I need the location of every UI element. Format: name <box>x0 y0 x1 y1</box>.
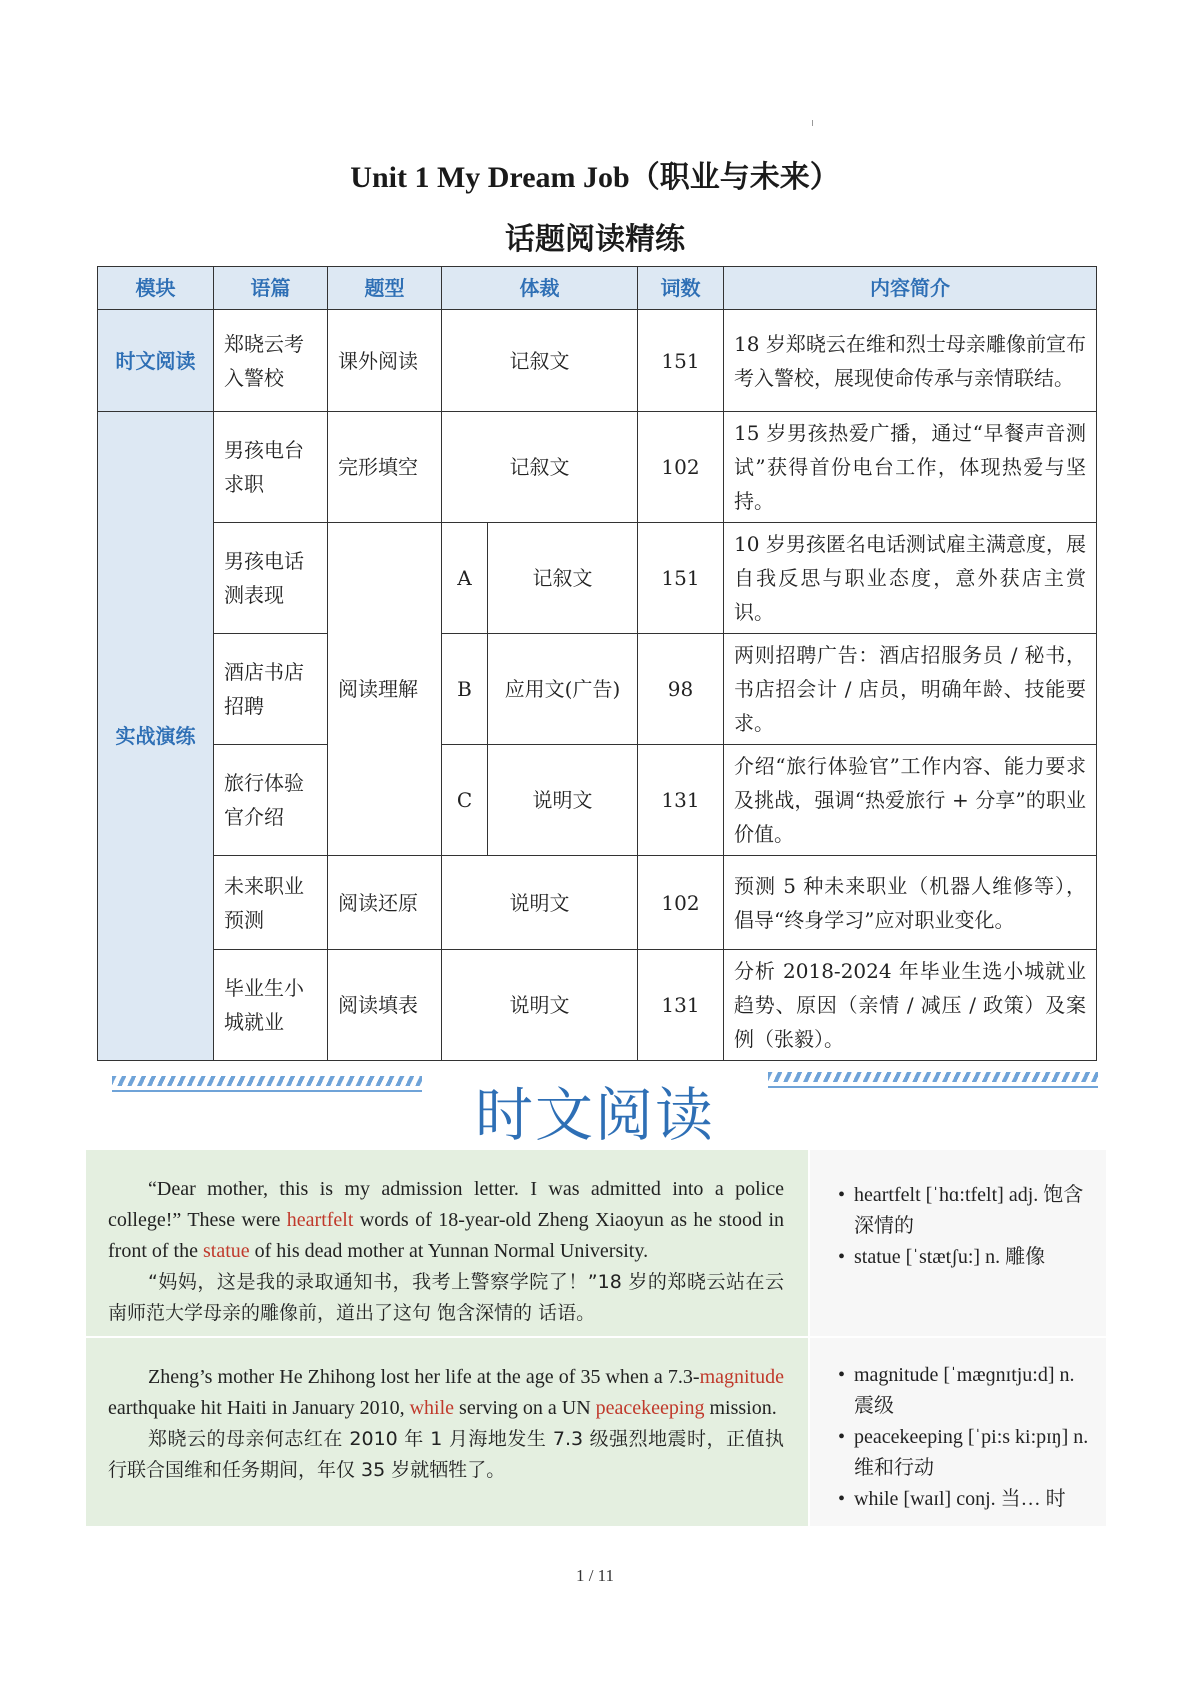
genre-cell: 记叙文 <box>442 310 638 412</box>
words-cell: 131 <box>638 950 724 1061</box>
highlight-word: statue <box>202 1240 250 1262</box>
desc-cell: 预测 5 种未来职业（机器人维修等），倡导“终身学习”应对职业变化。 <box>724 856 1097 950</box>
type-cell: 阅读还原 <box>328 856 442 950</box>
desc-cell: 分析 2018-2024 年毕业生选小城就业趋势、原因（亲情 / 减压 / 政策）及案例（张毅）。 <box>724 950 1097 1061</box>
vocab-panel <box>810 1150 1106 1336</box>
header-genre: 体裁 <box>442 267 638 310</box>
highlight-word: while <box>409 1397 455 1419</box>
words-cell: 151 <box>638 523 724 634</box>
table-row <box>98 310 1097 412</box>
header-module: 模块 <box>98 267 214 310</box>
passage-block <box>86 1338 1106 1526</box>
text-cell: 酒店书店招聘 <box>214 634 328 745</box>
genre-cell: 记叙文 <box>488 523 638 634</box>
text-cell: 郑晓云考入警校 <box>214 310 328 412</box>
page-subtitle: 话题阅读精练 <box>505 222 685 257</box>
words-cell: 102 <box>638 856 724 950</box>
table-header-row <box>98 267 1097 310</box>
genre-cell: 说明文 <box>442 856 638 950</box>
desc-cell: 介绍“旅行体验官”工作内容、能力要求及挑战，强调“热爱旅行 + 分享”的职业价值。 <box>724 745 1097 856</box>
vocab-item: • heartfelt [ˈhɑ:tfelt] adj. 饱含深情的 <box>838 1180 1096 1242</box>
highlight-word: heartfelt <box>286 1209 354 1231</box>
vocab-item: • peacekeeping [ˈpi:s ki:pɪŋ] n. 维和行动 <box>838 1422 1096 1484</box>
table-row <box>98 950 1097 1061</box>
header-desc: 内容简介 <box>724 267 1097 310</box>
words-cell: 98 <box>638 634 724 745</box>
vocab-item: • magnitude [ˈmæɡnɪtju:d] n. 震级 <box>838 1360 1096 1422</box>
highlight-word: magnitude <box>699 1366 784 1388</box>
type-cell: 完形填空 <box>328 412 442 523</box>
module-cell: 实战演练 <box>98 412 214 1061</box>
table-row <box>98 856 1097 950</box>
words-cell: 131 <box>638 745 724 856</box>
type-cell: 阅读理解 <box>328 523 442 856</box>
text-cell: 旅行体验官介绍 <box>214 745 328 856</box>
genre-cell: 说明文 <box>488 745 638 856</box>
desc-cell: 15 岁男孩热爱广播，通过“早餐声音测试”获得首份电台工作，体现热爱与坚持。 <box>724 412 1097 523</box>
page-number: 1 / 11 <box>575 1566 615 1585</box>
desc-cell: 两则招聘广告：酒店招服务员 / 秘书，书店招会计 / 店员，明确年龄、技能要求。 <box>724 634 1097 745</box>
section-banner: 时文阅读 <box>474 1081 715 1149</box>
passage-english: Zheng’s mother He Zhihong lost her life at the age of 35 when a 7.3-magnitude earthquake hit Haiti in January 2010, while serving on a UN peacekeeping mission. <box>108 1366 784 1419</box>
genre-cell: 说明文 <box>442 950 638 1061</box>
module-cell: 时文阅读 <box>98 310 214 412</box>
page-title: Unit 1 My Dream Job（职业与未来） <box>350 161 840 194</box>
part-cell: B <box>442 634 488 745</box>
part-cell: A <box>442 523 488 634</box>
genre-cell: 记叙文 <box>442 412 638 523</box>
table-row <box>98 745 1097 856</box>
passage-text <box>86 1150 808 1336</box>
passage-text <box>86 1338 808 1526</box>
highlight-word: peacekeeping <box>595 1397 705 1419</box>
words-cell: 151 <box>638 310 724 412</box>
table-row <box>98 523 1097 634</box>
passage-chinese: “妈妈，这是我的录取通知书，我考上警察学院了！”18 岁的郑晓云站在云南师范大学母亲的雕像前，道出了这句 饱含深情的 话语。 <box>108 1271 784 1324</box>
part-cell: C <box>442 745 488 856</box>
desc-cell: 10 岁男孩匿名电话测试雇主满意度，展自我反思与职业态度，意外获店主赏识。 <box>724 523 1097 634</box>
passage-chinese: 郑晓云的母亲何志红在 2010 年 1 月海地发生 7.3 级强烈地震时，正值执行联合国维和任务期间，年仅 35 岁就牺牲了。 <box>108 1428 784 1481</box>
genre-cell: 应用文(广告) <box>488 634 638 745</box>
overview-table <box>97 266 1097 1061</box>
header-text: 语篇 <box>214 267 328 310</box>
text-cell: 男孩电台求职 <box>214 412 328 523</box>
desc-cell: 18 岁郑晓云在维和烈士母亲雕像前宣布考入警校，展现使命传承与亲情联结。 <box>724 310 1097 412</box>
text-cell: 未来职业预测 <box>214 856 328 950</box>
vocab-item: • statue [ˈstætʃu:] n. 雕像 <box>838 1242 1096 1273</box>
words-cell: 102 <box>638 412 724 523</box>
vocab-panel <box>810 1338 1106 1526</box>
passage-english: “Dear mother, this is my admission letter. I was admitted into a police college!” These were heartfelt words of 18-year-old Zheng Xiaoyun as he stood in front of the statue of his dead mother at Yunnan Normal University. <box>108 1178 784 1262</box>
header-type: 题型 <box>328 267 442 310</box>
text-cell: 毕业生小城就业 <box>214 950 328 1061</box>
passage-block <box>86 1150 1106 1336</box>
table-row <box>98 634 1097 745</box>
page-mark <box>812 120 813 126</box>
type-cell: 阅读填表 <box>328 950 442 1061</box>
type-cell: 课外阅读 <box>328 310 442 412</box>
text-cell: 男孩电话测表现 <box>214 523 328 634</box>
vocab-item: • while [waɪl] conj. 当… 时 <box>838 1484 1096 1515</box>
header-words: 词数 <box>638 267 724 310</box>
table-row <box>98 412 1097 523</box>
